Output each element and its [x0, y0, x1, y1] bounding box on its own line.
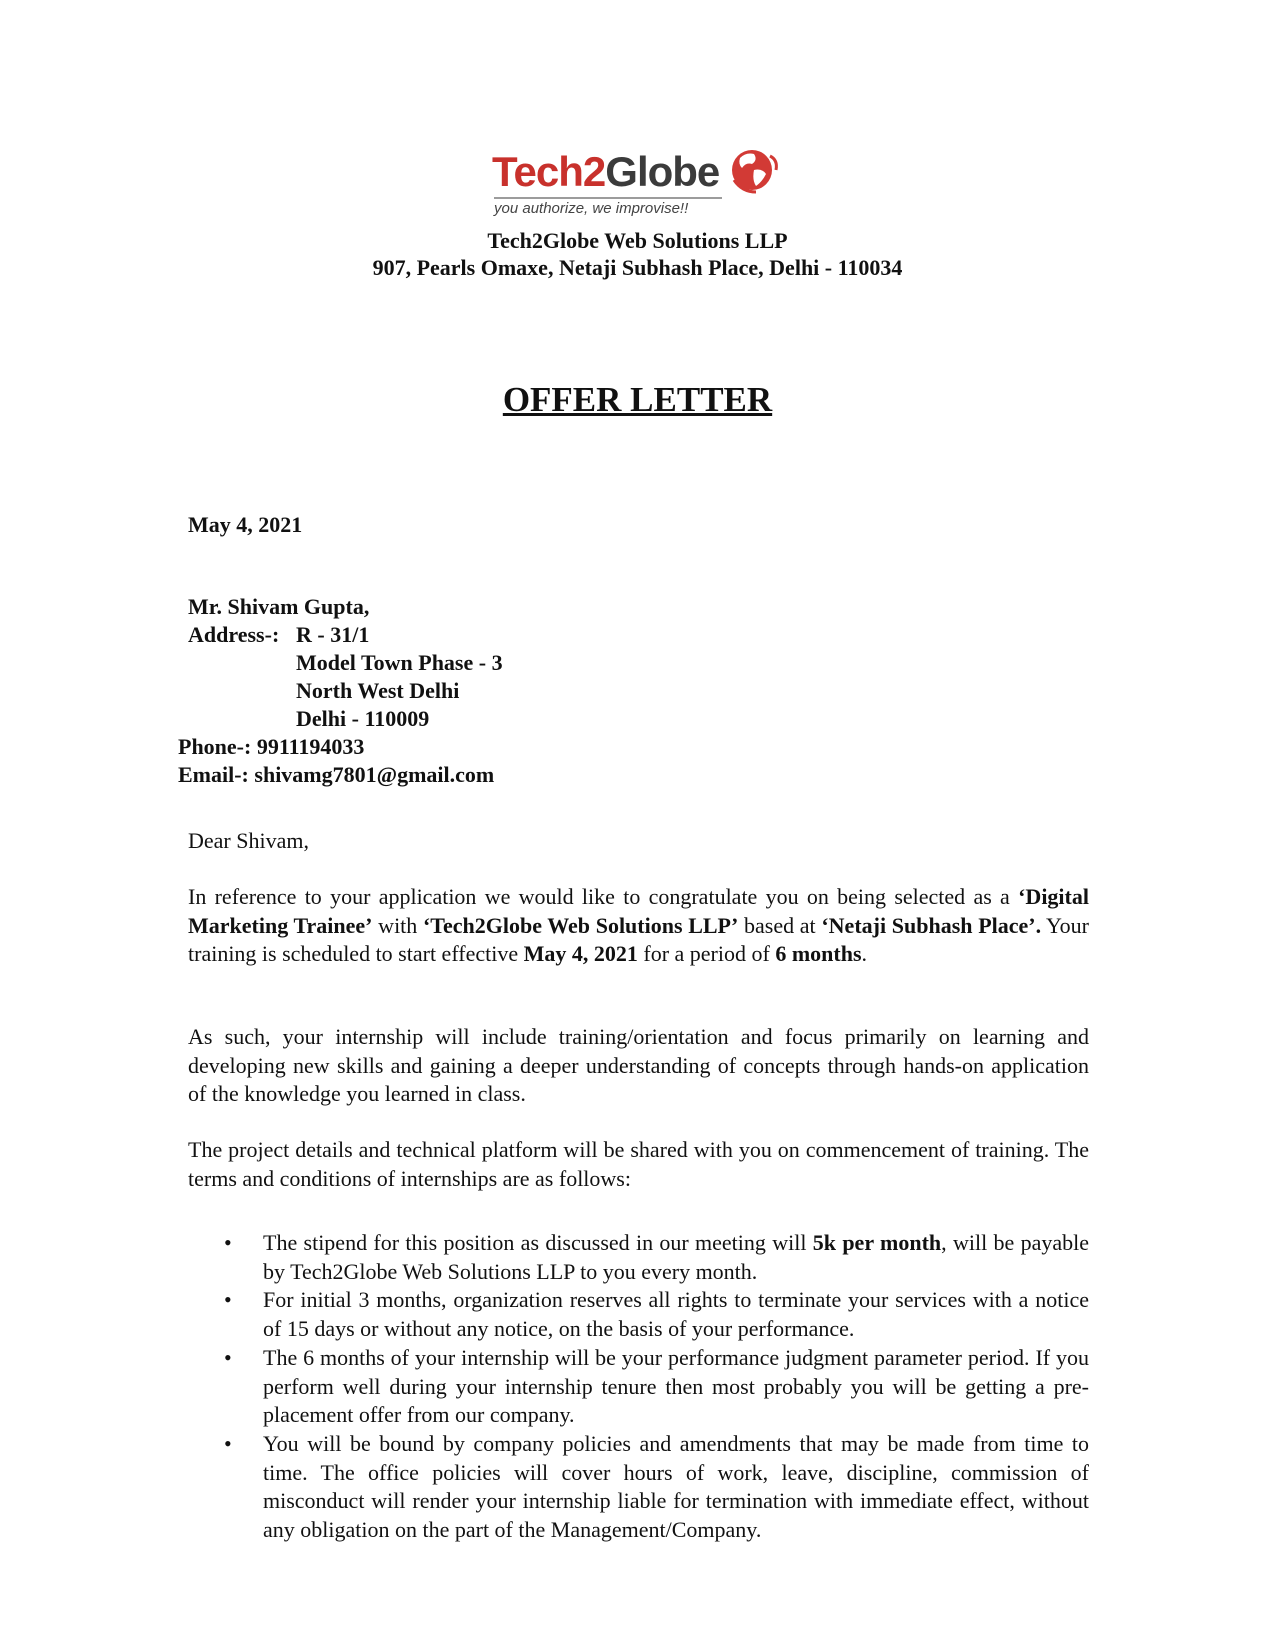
stipend-amount: 5k per month — [812, 1230, 942, 1255]
logo-wordmark-part2: Globe — [605, 148, 720, 195]
recipient-name: Mr. Shivam Gupta, — [188, 594, 370, 619]
text-run: for a period of — [637, 941, 776, 966]
company-ref: ‘Tech2Globe Web Solutions LLP’ — [422, 912, 739, 938]
list-item — [188, 1286, 1089, 1343]
logo-tagline: you authorize, we improvise!! — [494, 200, 689, 217]
page-title: OFFER LETTER — [502, 380, 773, 419]
recipient-address-line: North West Delhi — [296, 678, 460, 703]
text-run: You will be bound by company policies and amendments that may be made from time to time. The office policies will cover hours of work, leave, discipline, commission of misconduct will render your internship liable for termination with immediate effect, without any obligation on the part of the Management/Company. — [263, 1430, 1089, 1543]
text-run: For initial 3 months, organization reserves all rights to terminate your services with a notice of 15 days or without any notice, on the basis of your performance. — [263, 1287, 1089, 1342]
logo-wordmark-part1: Tech2 — [492, 148, 606, 195]
list-item — [188, 1430, 1089, 1545]
text-run: The 6 months of your internship will be your performance judgment parameter period. If you perform well during your internship tenure then most probably you will be getting a pre-placement offer from our company. — [263, 1344, 1089, 1428]
text-run: In reference to your application we would like to congratulate you on being selected as a — [188, 884, 1019, 909]
bullet-icon: • — [224, 1430, 232, 1456]
company-logo — [492, 140, 792, 220]
logo-wordmark — [492, 148, 719, 196]
email-value: shivamg7801@gmail.com — [254, 762, 495, 787]
list-item — [188, 1344, 1089, 1430]
letter-date: May 4, 2021 — [188, 512, 303, 537]
recipient-address-line: Model Town Phase - 3 — [296, 650, 503, 675]
text-run: , will be payable by Tech2Globe Web Solutions LLP to you every month. — [263, 1230, 1089, 1284]
phone-value: 9911194033 — [256, 734, 365, 759]
text-run: . — [861, 941, 868, 966]
phone-label: Phone-: — [178, 734, 252, 759]
recipient-address-line: Delhi - 110009 — [296, 706, 430, 731]
paragraph-internship-scope: As such, your internship will include training/orientation and focus primarily on learning and developing new skills and gaining a deeper understanding of concepts through hands-on application of the knowledge you learned in class. — [188, 1024, 1089, 1106]
terms-list — [188, 1229, 1089, 1545]
bullet-icon: • — [224, 1344, 232, 1370]
paragraph-terms-intro: The project details and technical platform will be shared with you on commencement of training. The terms and conditions of internships are as follows: — [188, 1137, 1089, 1191]
text-run: based at — [738, 912, 822, 938]
text-run: Your training is scheduled to start effective — [188, 912, 1089, 966]
recipient-phone — [178, 733, 364, 761]
duration: 6 months — [775, 941, 862, 966]
globe-icon — [728, 140, 784, 202]
text-run: with — [372, 912, 423, 938]
salutation: Dear Shivam, — [188, 828, 309, 853]
bullet-icon: • — [224, 1287, 232, 1313]
start-date: May 4, 2021 — [523, 941, 638, 966]
recipient-email — [178, 761, 494, 789]
position-title: ‘Digital Marketing Trainee’ — [188, 884, 1089, 938]
logo-underline — [494, 197, 722, 199]
email-label: Email-: — [178, 762, 249, 787]
recipient-address-label: Address-: — [188, 622, 280, 647]
paragraph-selection — [188, 883, 1089, 969]
company-name: Tech2Globe Web Solutions LLP — [487, 228, 788, 253]
bullet-icon: • — [224, 1230, 232, 1255]
text-run: The stipend for this position as discussed in our meeting will — [263, 1230, 813, 1255]
location-ref: ‘Netaji Subhash Place’. — [821, 912, 1042, 938]
list-item — [188, 1229, 1089, 1286]
company-address: 907, Pearls Omaxe, Netaji Subhash Place, Delhi - 110034 — [372, 255, 903, 280]
recipient-address-line: R - 31/1 — [296, 622, 370, 647]
